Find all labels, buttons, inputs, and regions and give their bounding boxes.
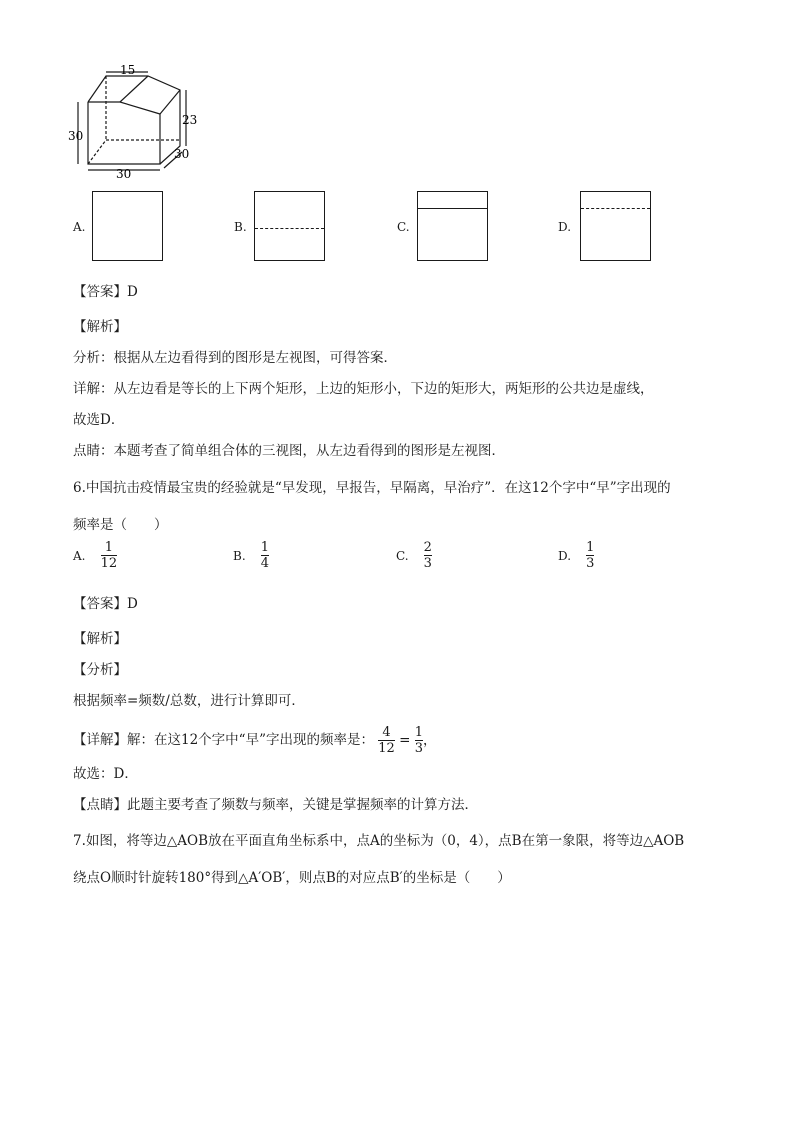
q7-stem-line2: 绕点O顺时针旋转180°得到△A′OB′，则点B的对应点B′的坐标是（ ） [73,870,511,886]
option-d-view[interactable] [580,191,651,261]
q5-analysis-tag: 【解析】 [73,319,127,335]
detail-tag: 【详解】 [73,732,127,748]
q6-stem-line1: 6.中国抗击疫情最宝贵的经验就是“早发现，早报告，早隔离，早治疗”．在这12个字中“早”字出现的 [73,480,671,496]
dim-depth: 30 [174,147,190,161]
q6-option-a[interactable]: A. $\frac{1}{12}$ [73,540,118,571]
q5-analysis-line: 分析：根据从左边看得到的图形是左视图，可得答案． [73,350,397,366]
option-b-view[interactable] [254,191,325,261]
q5-choose-line: 故选D． [73,412,125,428]
solid-figure [68,60,208,180]
q6-fenxi-text: 根据频率=频数/总数，进行计算即可． [73,693,305,709]
q6-choose-line: 故选：D． [73,766,138,782]
q6-option-c[interactable]: C. $\frac{2}{3}$ [396,540,432,571]
fraction: $\frac{1}{4}$ [260,540,270,571]
answer-value: D [127,596,138,612]
option-c-label: C. [397,220,410,234]
dim-left: 30 [68,129,84,143]
answer-tag: 【答案】 [73,596,127,612]
dim-bottom: 30 [116,167,132,180]
option-b-label: B. [234,220,247,234]
answer-tag: 【答案】 [73,284,127,300]
q5-answer [73,282,138,302]
fraction: $\frac{2}{3}$ [423,540,432,571]
q7-stem-line1: 7.如图，将等边△AOB放在平面直角坐标系中，点A的坐标为（0，4），点B在第一象限，将等边△AOB [73,833,685,849]
comment-text: 此题主要考查了频数与频率，关键是掌握频率的计算方法． [127,797,478,813]
fraction: $\frac{1}{12}$ [100,540,118,571]
q6-answer [73,594,138,614]
q5-comment-line: 点睛：本题考查了简单组合体的三视图，从左边看得到的图形是左视图． [73,443,505,459]
dim-top: 15 [120,63,136,77]
q5-detail-line: 详解：从左边看是等长的上下两个矩形，上边的矩形小，下边的矩形大，两矩形的公共边是虚线， [73,381,654,397]
q6-fenxi-tag: 【分析】 [73,662,127,678]
option-d-label: D. [558,220,572,234]
q6-option-d[interactable]: D. $\frac{1}{3}$ [558,540,595,571]
fraction: $\frac{1}{3}$ [586,540,595,571]
dim-right: 23 [182,113,198,127]
detail-text: 解：在这12个字中“早”字出现的频率是： [127,732,374,748]
q6-comment-line [73,795,478,815]
option-a-label: A. [73,220,86,234]
fraction: $\frac{4}{12}$ [378,725,395,756]
q6-detail-line: 【详解】解：在这12个字中“早”字出现的频率是： $\frac{4}{12}$ = $\frac{1}{3}$ ， [73,725,437,756]
comment-tag: 【点睛】 [73,797,127,813]
fraction: $\frac{1}{3}$ [414,725,424,756]
answer-value: D [127,284,138,300]
option-c-view[interactable] [417,191,488,261]
option-a-view[interactable] [92,191,163,261]
q6-analysis-tag: 【解析】 [73,631,127,647]
q6-option-b[interactable]: B. $\frac{1}{4}$ [233,540,270,571]
q6-stem-line2: 频率是（ ） [73,517,168,533]
